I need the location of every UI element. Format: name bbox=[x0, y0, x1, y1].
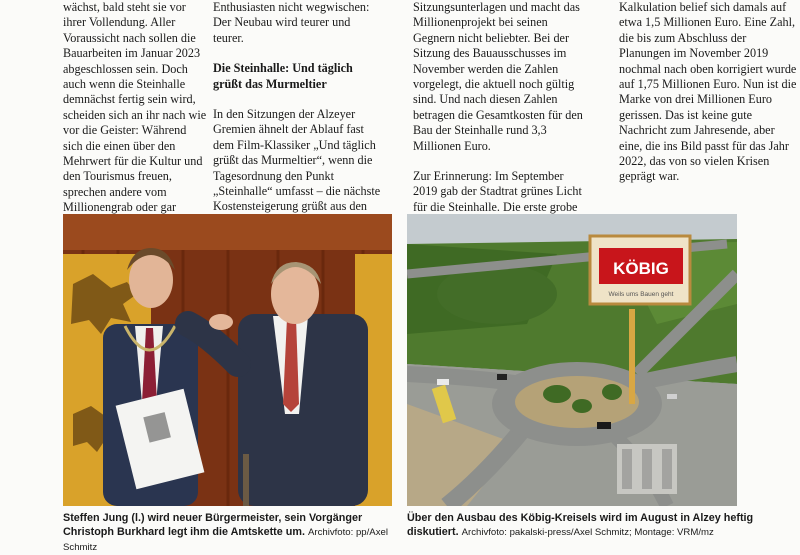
column-1-text: wächst, bald steht sie vor ihrer Vollendung. Aller Voraussicht nach sollen die Bauarbeiten im Januar 2023 abgeschlossen sein. Doch auch wenn die Steinhalle demnächst fertig sein wird, scheiden sich an ihr nach wie vor die Geister: Während sich die einen über den Mehrwert für die Kultur und den Tourismus freuen, sprechen andere vom Millionengrab oder gar bbox=[63, 0, 207, 215]
column-4-text: Kalkulation belief sich damals auf etwa 1,5 Millionen Euro. Eine Zahl, die bis zum Abschluss der Planungen im November 2019 nochmal nach oben korrigiert wurde auf 1,75 Millionen Euro. Nun ist die Marke von drei Millionen Euro gerissen. Das ist keine gute Nachricht zum Jahresende, aber eine, die ins Bild passt für das Jahr 2022, das von so vielen Krisen geprägt war. bbox=[619, 0, 797, 184]
article-column-3 bbox=[413, 0, 583, 215]
sign-slogan-text: Weils ums Bauen geht bbox=[608, 291, 674, 298]
photo-1-caption-text: Steffen Jung (l.) wird neuer Bürgermeister, sein Vorgänger Christoph Burkhard legt ihm die Amtskette um. bbox=[63, 512, 363, 538]
photo-2-credit: Archivfoto: pakalski-press/Axel Schmitz; Montage: VRM/mz bbox=[461, 527, 714, 538]
column-3-paragraph-1: Sitzungsunterlagen und macht das Millionenprojekt bei seinen Gegnern nicht beliebter. Bei der Sitzung des Bauausschusses im November werden die Zahlen vorgelegt, die aktuell noch gültig sind. Und nach diesen Zahlen betragen die Gesamtkosten für den Bau der Steinhalle rund 3,3 Millionen Euro. bbox=[413, 0, 583, 153]
photo-1-credit: Archivfoto: pp/Axel Schmitz bbox=[63, 527, 388, 553]
photo-2-caption-text: Über den Ausbau des Köbig-Kreisels wird im August in Alzey heftig diskutiert. bbox=[407, 512, 754, 538]
article-column-2 bbox=[213, 0, 384, 215]
mayor-ceremony-photo bbox=[63, 214, 392, 506]
photo-1-caption bbox=[63, 511, 398, 555]
sign-brand-text: KÖBIG bbox=[613, 259, 669, 278]
column-3-paragraph-2: Zur Erinnerung: Im September 2019 gab der Stadtrat grünes Licht für die Steinhalle. Die erste grobe bbox=[413, 169, 582, 214]
article-column-4 bbox=[619, 0, 797, 185]
photo-2-caption bbox=[407, 511, 759, 540]
column-2-paragraph-1: Enthusiasten nicht wegwischen: Der Neubau wird teurer und teurer. bbox=[213, 0, 370, 45]
roundabout-aerial-photo bbox=[407, 214, 737, 506]
column-2-paragraph-2: In den Sitzungen der Alzeyer Gremien ähnelt der Ablauf fast dem Film-Klassiker „Und täglich grüßt das Murmeltier“, wenn die Tagesordnung den Punkt „Steinhalle“ umfasst – die nächste Kostensteigerung grüßt aus den bbox=[213, 107, 381, 214]
article-subheading: Die Steinhalle: Und täglich grüßt das Murmeltier bbox=[213, 61, 353, 91]
